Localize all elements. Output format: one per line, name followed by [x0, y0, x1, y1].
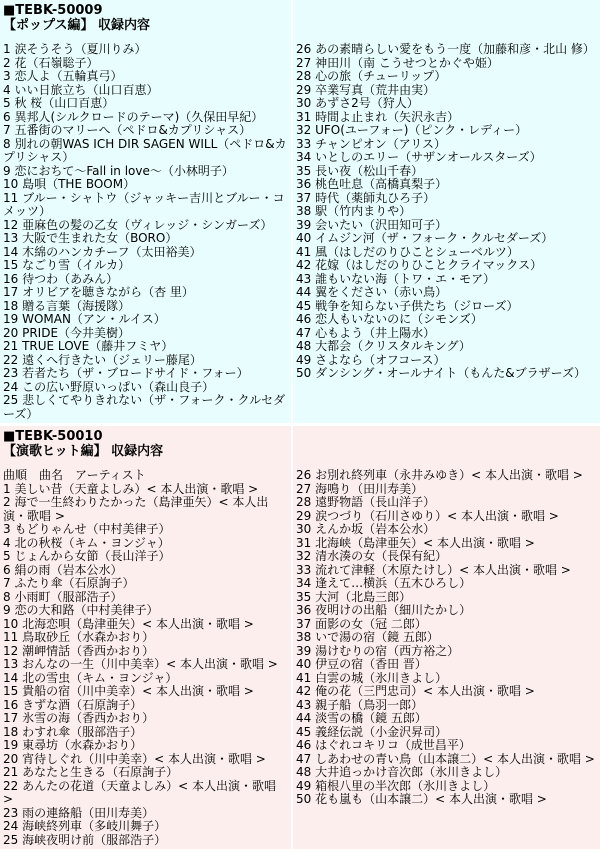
track-item: 25 悲しくてやりきれない（ザ・フォーク・クルセダーズ）: [3, 393, 286, 421]
track-item: 18 贈る言葉（海援隊）: [3, 298, 131, 313]
track-item: 19 東尋坊（水森かおり）: [3, 738, 143, 752]
track-item: 20 PRIDE（今井美樹）: [3, 325, 131, 340]
track-item: 1 涙そうそう（夏川りみ）: [3, 42, 147, 56]
track-item: 49 さよなら（オフコース）: [296, 352, 446, 367]
track-item: 30 あずさ2号（狩人）: [296, 96, 419, 111]
track-item: 23 若者たち（ザ・ブロードサイド・フォー）: [3, 366, 249, 380]
track-item: 32 UFO(ユーフォー)（ピンク・レディー）: [296, 123, 528, 138]
track-item: 17 オリビアを聴きながら（杏 里）: [3, 285, 194, 299]
track-item: 35 大河（北島三郎）: [296, 589, 412, 604]
track-item: 48 大都会（クリスタルキング）: [296, 339, 471, 354]
track-item: 45 義経伝説（小金沢昇司）: [296, 724, 448, 739]
track-item: 7 ふたり傘（石原詢子）: [3, 576, 135, 590]
album-table: [0, 426, 600, 849]
track-item: 28 心の旅（チューリップ）: [296, 69, 447, 84]
track-item: 5 秋 桜（山口百恵）: [3, 96, 115, 110]
track-item: 13 大阪で生まれた女（BORO）: [3, 231, 178, 245]
track-item: 7 五番街のマリーへ（ペドロ&カプリシャス）: [3, 123, 252, 137]
track-item: 21 あなたと生きる（石原詢子）: [3, 765, 179, 779]
track-item: 34 いとしのエリー（サザンオールスターズ）: [296, 150, 542, 165]
track-item: 29 涙つづり（石川さゆり）< 本人出演・歌唱 >: [296, 508, 559, 523]
track-item: 12 亜麻色の髪の乙女（ヴィレッジ・シンガーズ）: [3, 217, 273, 232]
track-item: 6 絹の雨（岩本公水）: [3, 562, 123, 577]
track-item: 11 ブルー・シャトウ（ジャッキー吉川とブルー・コメッツ）: [3, 190, 285, 218]
track-item: 33 チャンピオン（アリス）: [296, 136, 447, 151]
track-item: 8 別れの朝WAS ICH DIR SAGEN WILL（ペドロ&カプリシャス）: [3, 136, 287, 164]
track-item: 6 異邦人(シルクロードのテーマ)（久保田早紀）: [3, 109, 264, 124]
track-item: 8 小雨町（服部浩子）: [3, 589, 123, 604]
track-item: 41 白雲の城（氷川きよし）: [296, 670, 448, 685]
track-item: 16 待つわ（あみん）: [3, 271, 119, 286]
track-item: 39 会いたい（沢田知可子）: [296, 217, 448, 232]
track-item: 15 貴船の宿（川中美幸）< 本人出演・歌唱 >: [3, 684, 254, 698]
track-item: 40 伊豆の宿（香田 晋）: [296, 657, 427, 672]
track-item: 29 卒業写真（荒井由実）: [296, 82, 436, 97]
track-item: 32 清水湊の女（長保有紀）: [296, 549, 448, 564]
album-subtitle: 【ポップス編】 収録内容: [3, 18, 151, 33]
track-item: 27 神田川（南 こうせつとかぐや姫）: [296, 55, 499, 70]
track-item: 44 淡雪の橋（鏡 五郎）: [296, 711, 427, 726]
track-item: 47 しあわせの青い鳥（山本譲二）< 本人出演・歌唱 >: [296, 751, 595, 766]
track-item: 46 はぐれコキリコ（成世昌平）: [296, 738, 471, 753]
track-item: 22 遠くへ行きたい（ジェリー藤尾）: [3, 352, 202, 367]
track-item: 25 海峡夜明け前（服部浩子）: [3, 832, 167, 847]
track-item: 37 面影の女（冠 二郎）: [296, 616, 427, 631]
track-item: 20 宵待しぐれ（川中美幸）< 本人出演・歌唱 >: [3, 751, 266, 766]
track-item: 39 湯けむりの宿（西方裕之）: [296, 643, 460, 658]
track-item: 38 駅（竹内まりや）: [296, 204, 412, 219]
track-item: 26 あの素晴らしい愛をもう一度（加藤和彦・北山 修）: [296, 42, 595, 57]
track-list-left: [0, 0, 291, 423]
track-item: 36 桃色吐息（高橋真梨子）: [296, 177, 448, 192]
track-item: 9 恋の大和路（中村美律子）: [3, 603, 159, 617]
track-item: 14 北の雪虫（キム・ヨンジャ）: [3, 670, 178, 685]
track-item: 26 お別れ終列車（永井みゆき）< 本人出演・歌唱 >: [296, 468, 583, 483]
track-item: 50 ダンシング・オールナイト（もんた&ブラザーズ）: [296, 366, 587, 381]
track-item: 12 潮岬情話（香西かおり）: [3, 643, 155, 658]
track-item: 22 あんたの花道（天童よしみ）< 本人出演・歌唱 >: [3, 778, 276, 806]
track-item: 11 鳥取砂丘（水森かおり）: [3, 630, 155, 644]
track-item: 19 WOMAN（アン・ルイス）: [3, 312, 166, 326]
track-item: 34 逢えて…横浜（五木ひろし）: [296, 576, 472, 591]
track-item: 31 北海峡（島津亜矢）< 本人出演・歌唱 >: [296, 535, 535, 550]
track-item: 1 美しい昔（天童よしみ）< 本人出演・歌唱 >: [3, 481, 259, 496]
track-item: 24 海峡終列車（多岐川舞子）: [3, 819, 167, 833]
track-item: 38 いで湯の宿（鏡 五郎）: [296, 630, 439, 645]
track-item: 4 いい日旅立ち（山口百恵）: [3, 82, 159, 97]
track-list-right: [293, 426, 600, 849]
track-item: 35 長い夜（松山千春）: [296, 163, 424, 178]
track-item: 33 流れて津軽（木原たけし）< 本人出演・歌唱 >: [296, 562, 571, 577]
track-item: 10 島唄（THE BOOM）: [3, 177, 136, 191]
track-item: 47 心もよう（井上陽水）: [296, 325, 436, 340]
track-item: 48 大井追っかけ音次郎（氷川きよし）: [296, 765, 508, 780]
track-item: 42 俺の花（三門忠司）< 本人出演・歌唱 >: [296, 684, 535, 699]
track-item: 21 TRUE LOVE（藤井フミヤ）: [3, 339, 174, 353]
track-item: 18 わすれ傘（服部浩子）: [3, 724, 143, 739]
track-item: 13 おんなの一生（川中美幸）< 本人出演・歌唱 >: [3, 657, 278, 671]
track-item: 46 恋人もいないのに（シモンズ）: [296, 312, 483, 327]
album-code: ■TEBK-50010: [3, 429, 103, 444]
track-item: 36 夜明けの出船（細川たかし）: [296, 603, 472, 618]
track-item: 3 恋人よ（五輪真弓）: [3, 69, 123, 83]
track-item: 15 なごり雪（イルカ）: [3, 258, 131, 272]
track-list-right: [293, 0, 600, 423]
track-item: 4 北の秋桜（キム・ヨンジャ）: [3, 535, 170, 550]
track-item: 14 木綿のハンカチーフ（太田裕美）: [3, 244, 202, 259]
track-item: 24 この広い野原いっぱい（森山良子）: [3, 379, 215, 394]
track-item: 50 花も嵐も（山本譲二）< 本人出演・歌唱 >: [296, 792, 547, 807]
track-item: 27 海鳴り（田川寿美）: [296, 481, 424, 496]
track-item: 37 時代（薬師丸ひろ子）: [296, 190, 436, 205]
album-table: [0, 0, 600, 423]
track-item: 49 箱根八里の半次郎（氷川きよし）: [296, 778, 496, 793]
track-item: 42 花嫁（はしだのりひことクライマックス）: [296, 258, 543, 273]
track-item: 23 雨の連絡船（田川寿美）: [3, 805, 155, 820]
track-item: 9 恋におちて～Fall in love～（小林明子）: [3, 163, 234, 178]
track-item: 45 戦争を知らない子供たち（ジローズ）: [296, 298, 519, 313]
track-list-left: [0, 426, 291, 849]
track-item: 2 花（石嶺聡子）: [3, 55, 99, 70]
track-item: 44 翼をください（赤い鳥）: [296, 285, 448, 300]
track-item: 2 海で一生終わりたかった（島津亜矢）< 本人出演・歌唱 >: [3, 495, 269, 523]
album-code: ■TEBK-50009: [3, 3, 103, 18]
album-subtitle: 【演歌ヒット編】 収録内容: [3, 444, 164, 459]
track-item: 3 もどりゃんせ（中村美律子）: [3, 522, 171, 536]
track-item: 43 親子船（鳥羽一郎）: [296, 697, 424, 712]
track-item: 40 イムジン河（ザ・フォーク・クルセダーズ）: [296, 231, 554, 246]
column-header: 曲順 曲名 アーティスト: [3, 468, 146, 482]
track-item: 17 氷雪の海（香西かおり）: [3, 711, 155, 725]
track-item: 28 遠野物語（長山洋子）: [296, 495, 436, 510]
track-item: 5 じょんから女節（長山洋子）: [3, 549, 171, 563]
track-item: 41 風（はしだのりひことシューベルツ）: [296, 244, 519, 259]
track-item: 43 誰もいない海（トワ・エ・モア）: [296, 271, 496, 286]
track-item: 30 えんか坂（岩本公水）: [296, 522, 436, 537]
track-item: 31 時間よ止まれ（矢沢永吉）: [296, 109, 460, 124]
track-item: 16 きずな酒（石原詢子）: [3, 697, 143, 712]
track-item: 10 北海恋唄（島津亜矢）< 本人出演・歌唱 >: [3, 616, 254, 631]
